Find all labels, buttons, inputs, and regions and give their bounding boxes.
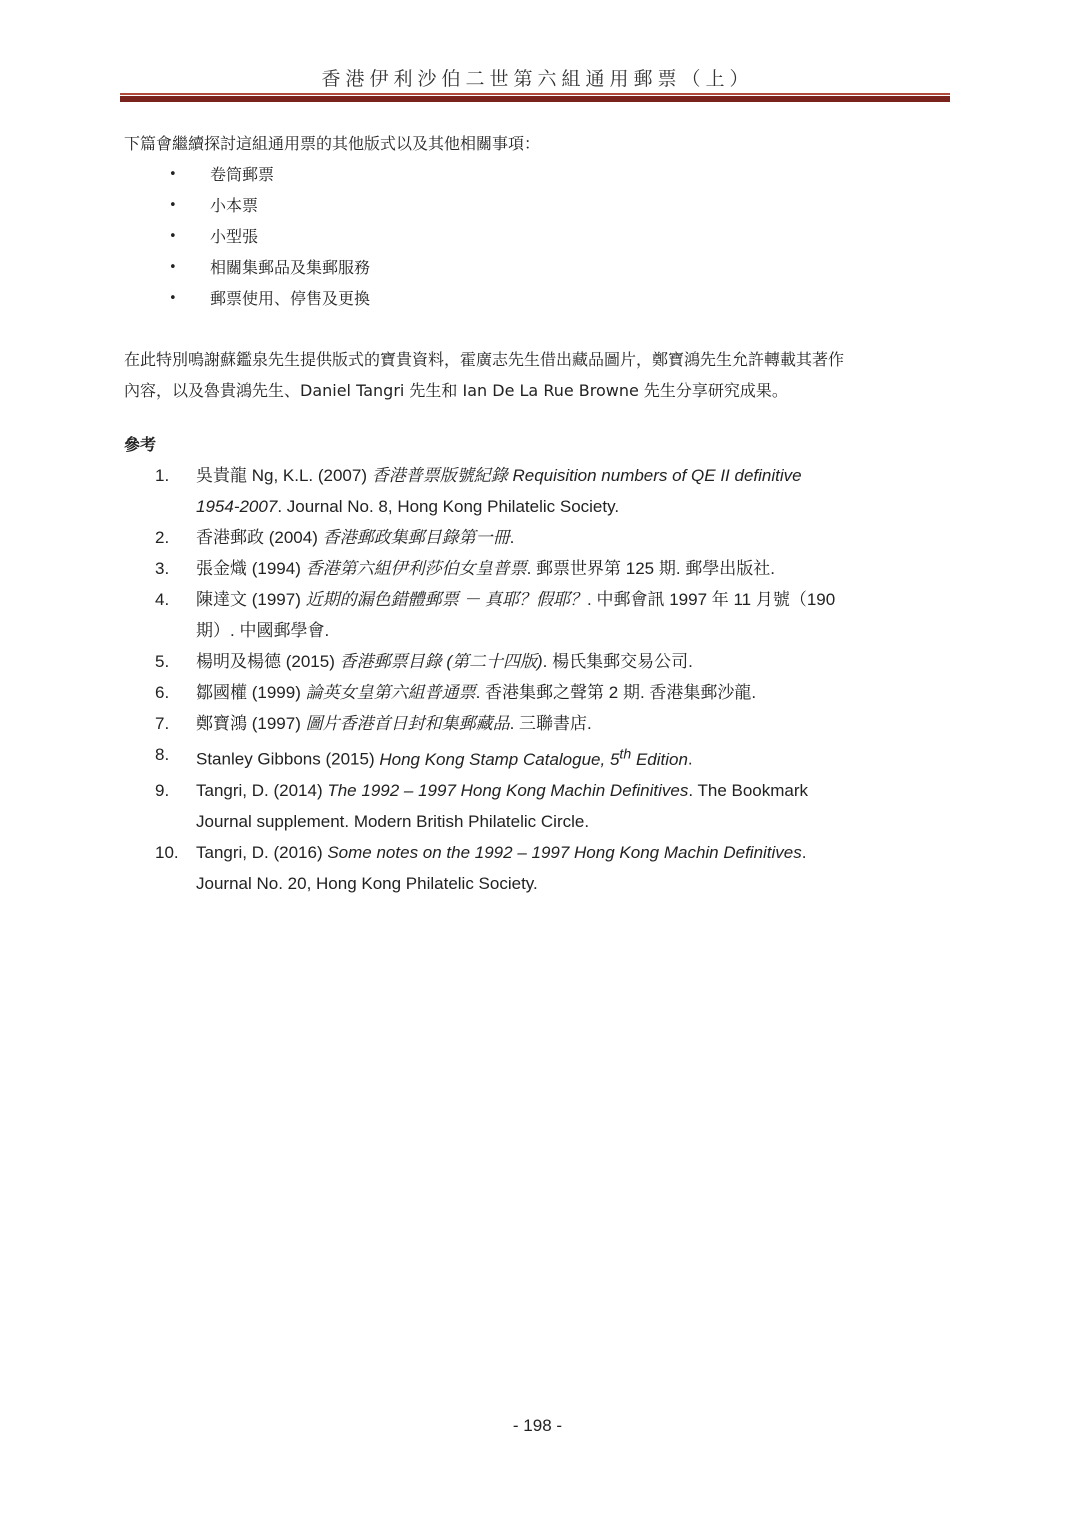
bullet-icon: • <box>169 260 177 275</box>
header-rule-thin <box>120 93 950 95</box>
reference-source: . 中郵會訊 1997 年 11 月號（190 <box>587 590 836 609</box>
topic-item <box>124 159 950 190</box>
reference-author: 陳達文 (1997) <box>196 590 306 609</box>
acknowledgement-line: 內容，以及魯貴鴻先生、Daniel Tangri 先生和 Ian De La Rue Browne 先生分享研究成果。 <box>124 381 788 400</box>
acknowledgement-line: 在此特別鳴謝蘇鑑泉先生提供版式的寶貴資料，霍廣志先生借出藏品圖片，鄭寶鴻先生允許轉載其著作 <box>124 350 845 369</box>
reference-number: 8. <box>155 745 170 764</box>
reference-title: 近期的漏色錯體郵票 － 真耶？假耶？ <box>305 590 588 609</box>
reference-item <box>124 646 950 677</box>
reference-title: 香港普票版號紀錄 Requisition numbers of QE II definitive <box>371 466 802 485</box>
reference-line <box>196 775 950 806</box>
reference-number: 6. <box>155 683 170 702</box>
reference-item <box>124 522 950 553</box>
reference-title: 1954-2007 <box>196 497 278 516</box>
reference-title: 香港郵政集郵目錄第一冊 <box>322 528 510 547</box>
reference-source: . 郵票世界第 125 期. 郵學出版社. <box>526 559 776 578</box>
reference-line <box>196 522 950 553</box>
reference-source: Journal supplement. Modern British Philatelic Circle. <box>196 811 590 831</box>
bullet-icon: • <box>169 167 177 182</box>
reference-source: . <box>687 749 693 769</box>
reference-title-superscript: th <box>619 746 632 762</box>
reference-item <box>124 775 950 837</box>
intro-paragraph: 下篇會繼續探討這組通用票的其他版式以及其他相關事項： <box>124 134 541 153</box>
reference-title: 香港郵票目錄 (第二十四版) <box>339 652 543 671</box>
header-rule-thick <box>120 96 950 102</box>
reference-item <box>124 708 950 739</box>
reference-author: 吳貴龍 Ng, K.L. (2007) <box>196 466 372 485</box>
reference-source: . 三聯書店. <box>509 714 592 733</box>
reference-line <box>196 646 950 677</box>
reference-author: 張金熾 (1994) <box>196 559 306 578</box>
reference-line <box>196 553 950 584</box>
topic-item <box>124 283 950 314</box>
reference-line <box>196 806 950 837</box>
reference-line <box>196 677 950 708</box>
reference-number: 5. <box>155 652 170 671</box>
reference-item <box>124 677 950 708</box>
reference-line <box>196 708 950 739</box>
reference-title: The 1992 – 1997 Hong Kong Machin Definitives <box>327 780 689 800</box>
reference-title: 論英女皇第六組普通票 <box>305 683 476 702</box>
acknowledgement-paragraph <box>124 344 950 406</box>
reference-author: Stanley Gibbons (2015) <box>196 749 380 769</box>
bullet-icon: • <box>169 291 177 306</box>
reference-title-text: Hong Kong Stamp Catalogue, 5 <box>379 749 620 769</box>
reference-list <box>124 460 950 899</box>
topic-item <box>124 221 950 252</box>
reference-line <box>196 868 950 899</box>
reference-title <box>379 746 688 769</box>
reference-source: Journal No. 20, Hong Kong Philatelic Society. <box>196 873 538 893</box>
reference-number: 7. <box>155 714 170 733</box>
bullet-icon: • <box>169 198 177 213</box>
reference-author: Tangri, D. (2016) <box>196 842 328 862</box>
topic-label: 小型張 <box>210 227 259 246</box>
reference-source: 期）. 中國郵學會. <box>196 621 330 640</box>
reference-item <box>124 739 950 775</box>
reference-number: 4. <box>155 590 170 609</box>
reference-item <box>124 553 950 584</box>
reference-source: . <box>509 528 515 547</box>
reference-author: 楊明及楊德 (2015) <box>196 652 340 671</box>
topic-label: 郵票使用、停售及更換 <box>210 289 371 308</box>
references-heading: 參考 <box>124 435 157 454</box>
reference-line <box>196 615 950 646</box>
reference-title-text: Edition <box>631 749 688 769</box>
reference-line <box>196 584 950 615</box>
reference-line <box>196 739 950 775</box>
reference-author: Tangri, D. (2014) <box>196 780 328 800</box>
reference-author: 鄭寶鴻 (1997) <box>196 714 306 733</box>
topic-label: 小本票 <box>210 196 259 215</box>
reference-number: 2. <box>155 528 170 547</box>
topic-list <box>124 159 950 314</box>
reference-title: 圖片香港首日封和集郵藏品 <box>305 714 510 733</box>
reference-number: 3. <box>155 559 170 578</box>
reference-author: 香港郵政 (2004) <box>196 528 323 547</box>
reference-item <box>124 837 950 899</box>
reference-item <box>124 460 950 522</box>
reference-author: 鄒國權 (1999) <box>196 683 306 702</box>
topic-item <box>124 252 950 283</box>
reference-source: . 楊氏集郵交易公司. <box>542 652 693 671</box>
page-body <box>124 128 950 899</box>
reference-title: Some notes on the 1992 – 1997 Hong Kong Machin Definitives <box>327 842 802 862</box>
reference-line <box>196 491 950 522</box>
reference-title: 香港第六組伊利莎伯女皇普票 <box>305 559 527 578</box>
reference-number: 10. <box>155 842 179 862</box>
topic-label: 卷筒郵票 <box>210 165 275 184</box>
topic-item <box>124 190 950 221</box>
reference-number: 9. <box>155 780 170 800</box>
reference-source: . 香港集郵之聲第 2 期. 香港集郵沙龍. <box>475 683 757 702</box>
reference-source: . The Bookmark <box>688 780 809 800</box>
topic-label: 相關集郵品及集郵服務 <box>210 258 371 277</box>
reference-source: . <box>801 842 807 862</box>
reference-item <box>124 584 950 646</box>
reference-line <box>196 837 950 868</box>
reference-number: 1. <box>155 466 170 485</box>
bullet-icon: • <box>169 229 177 244</box>
running-header-title: 香港伊利沙伯二世第六組通用郵票（上） <box>321 68 754 90</box>
reference-line <box>196 460 950 491</box>
reference-source: . Journal No. 8, Hong Kong Philatelic Society. <box>277 497 620 516</box>
page-number: - 198 - <box>512 1416 563 1435</box>
